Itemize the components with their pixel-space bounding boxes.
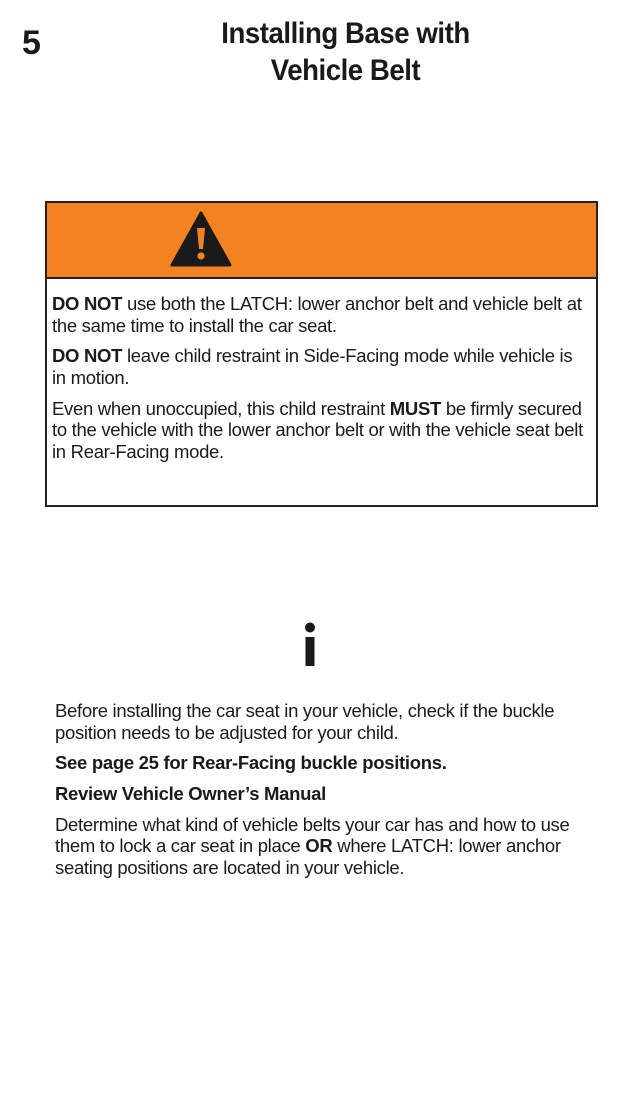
warning-text: use both the LATCH: lower anchor belt and vehicle belt at the same time to install the car seat. xyxy=(52,293,582,336)
warning-header xyxy=(47,203,596,279)
page-title-line-1: Installing Base with xyxy=(221,17,470,50)
info-text-pre: Determine what kind of vehicle belts your car has and how to use them to lock a car seat in place xyxy=(55,813,570,857)
warning-text-pre: Even when unoccupied, this child restraint xyxy=(52,397,390,419)
warning-text: be firmly secured to the vehicle with the lower anchor belt or with the vehicle seat belt in Rear-Facing mode. xyxy=(52,397,583,462)
warning-item xyxy=(52,398,588,463)
warning-text: leave child restraint in Side-Facing mode while vehicle is in motion. xyxy=(52,345,573,388)
info-paragraph xyxy=(55,814,595,879)
page-title-line-2: Vehicle Belt xyxy=(270,53,421,87)
info-paragraph: Before installing the car seat in your vehicle, check if the buckle position needs to be adjusted for your child. xyxy=(55,700,555,743)
info-section xyxy=(55,700,595,887)
buckle-positions-reference: See page 25 for Rear-Facing buckle positions. xyxy=(55,752,447,774)
info-emphasis: OR xyxy=(305,835,333,857)
owners-manual-heading: Review Vehicle Owner’s Manual xyxy=(55,782,326,804)
info-icon xyxy=(301,622,319,666)
warning-item xyxy=(52,345,588,388)
page-title xyxy=(120,16,572,89)
warning-emphasis: DO NOT xyxy=(52,345,123,367)
step-number: 5 xyxy=(22,24,41,62)
warning-emphasis: MUST xyxy=(389,397,441,419)
warning-emphasis: DO NOT xyxy=(52,293,123,314)
warning-triangle-icon xyxy=(170,211,232,267)
warning-box xyxy=(45,201,598,507)
warning-body xyxy=(47,279,596,462)
warning-item xyxy=(52,293,588,336)
info-text-post: where LATCH: lower anchor seating positions are located in your vehicle. xyxy=(55,835,561,878)
